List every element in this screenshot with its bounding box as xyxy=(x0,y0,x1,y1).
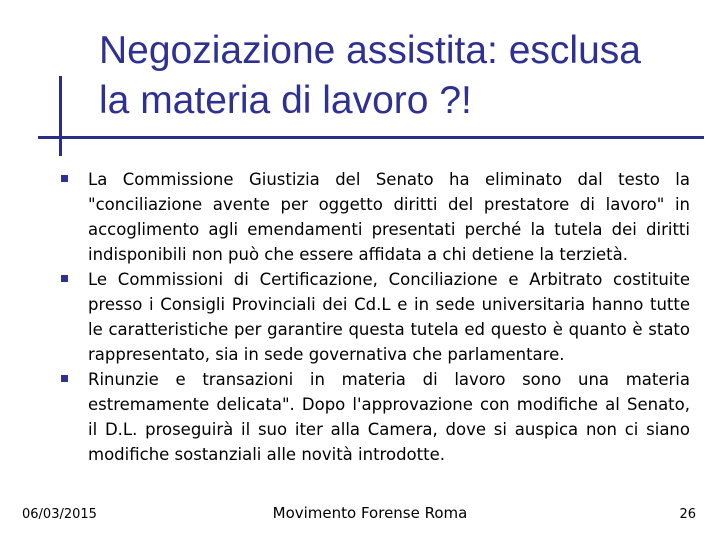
list-item xyxy=(58,167,690,267)
list-item xyxy=(58,267,690,367)
page-number: 26 xyxy=(679,507,696,522)
list-item xyxy=(58,367,690,467)
square-bullet-icon xyxy=(61,375,68,382)
footer-date: 06/03/2015 xyxy=(22,507,97,522)
title-line-1: Negoziazione assistita: esclusa xyxy=(99,29,641,72)
bullet-list xyxy=(58,167,690,467)
footer-organization: Movimento Forense Roma xyxy=(272,504,468,522)
bullet-text: Rinunzie e transazioni in materia di lavoro sono una materia estremamente delicata". Dopo l'approvazione con modifiche al Senato, il D.L. proseguirà il suo iter alla Camera, dove si auspica non ci siano modifiche sostanziali alle novità introdotte. xyxy=(88,370,690,464)
bullet-text: Le Commissioni di Certificazione, Conciliazione e Arbitrato costituite presso i Consigli Provinciali dei Cd.L e in sede universitaria hanno tutte le caratteristiche per garantire questa tutela ed questo è quanto è stato rappresentato, sia in sede governativa che parlamentare. xyxy=(88,270,690,364)
decorative-vertical-line xyxy=(59,76,62,156)
bullet-text: La Commissione Giustizia del Senato ha eliminato dal testo la "conciliazione avente per oggetto diritti del prestatore di lavoro" in accoglimento agli emendamenti presentati perché la tutela dei diritti indisponibili non può che essere affidata a chi detiene la terzietà. xyxy=(88,170,690,264)
title-line-2: la materia di lavoro ?! xyxy=(99,79,472,122)
square-bullet-icon xyxy=(61,175,68,182)
decorative-horizontal-line xyxy=(38,136,704,139)
slide-title xyxy=(99,26,709,126)
square-bullet-icon xyxy=(61,275,68,282)
